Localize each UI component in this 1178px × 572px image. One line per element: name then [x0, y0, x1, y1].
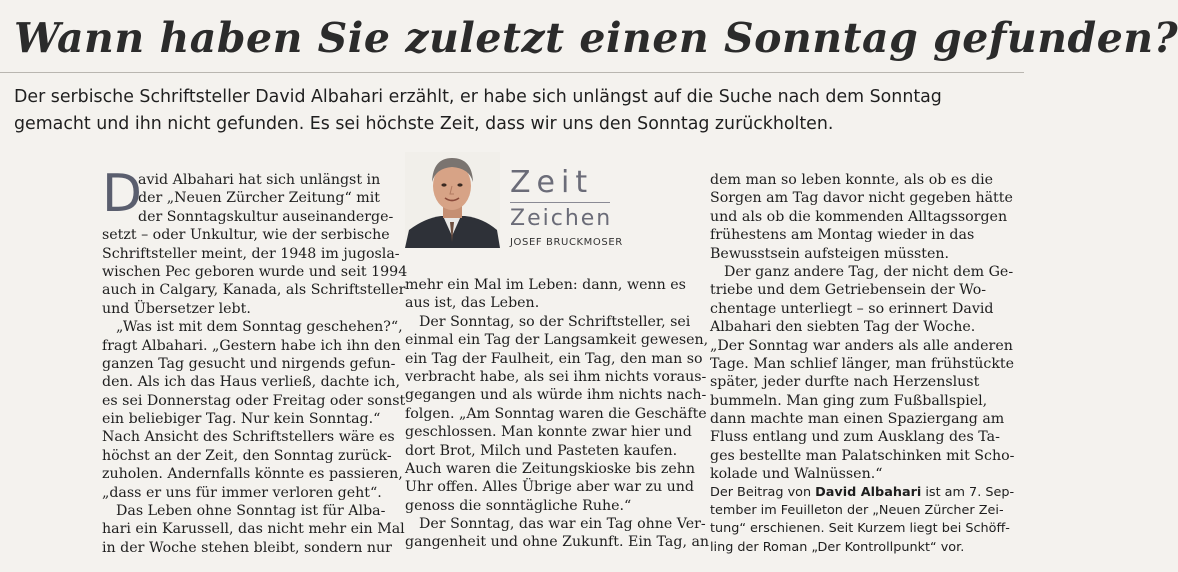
text-line: triebe und dem Getriebensein der Wo-: [710, 282, 987, 299]
text-line: Der Sonntag, das war ein Tag ohne Ver-: [419, 516, 706, 533]
text-line: es sei Donnerstag oder Freitag oder sonst: [102, 392, 406, 409]
note-text: Der Beitrag von: [710, 484, 816, 500]
text-line: „Was ist mit dem Sonntag geschehen?“,: [116, 319, 403, 336]
text-line: hari ein Karussell, das nicht mehr ein Mal: [102, 521, 405, 538]
text-line: Auch waren die Zeitungskioske bis zehn: [405, 460, 696, 477]
drop-cap: D: [102, 164, 143, 224]
text-line: den. Als ich das Haus verließ, dachte ich,: [102, 374, 400, 391]
source-note-line: tung“ erschienen. Seit Kurzem liegt bei Schöff-: [710, 521, 1010, 537]
text-line: Uhr offen. Alles Übrige aber war zu und: [405, 479, 695, 496]
text-line: wischen Pec geboren wurde und seit 1994: [102, 263, 408, 280]
text-line: ein beliebiger Tag. Nur kein Sonntag.“: [102, 411, 381, 428]
source-note-line: [710, 484, 1015, 502]
text-line: avid Albahari hat sich unlängst in: [138, 172, 381, 188]
text-line: Tage. Man schlief länger, man frühstückte: [710, 355, 1015, 372]
text-line: Das Leben ohne Sonntag ist für Alba-: [116, 503, 386, 520]
lead-paragraph: [14, 84, 1014, 138]
text-line: chentage unterliegt – so erinnert David: [710, 300, 994, 317]
text-column-1: [102, 171, 408, 557]
text-line: bummeln. Man ging zum Fußballspiel,: [710, 392, 988, 409]
text-line: verbracht habe, als sei ihm nichts voraus-: [405, 368, 707, 385]
text-line: geschlossen. Man konnte zwar hier und: [405, 424, 692, 441]
text-line: Der Sonntag, so der Schriftsteller, sei: [419, 313, 691, 330]
text-line: dort Brot, Milch und Pasteten kaufen.: [405, 442, 678, 459]
text-line: gangenheit und ohne Zukunft. Ein Tag, an: [405, 534, 710, 551]
text-line: fragt Albahari. „Gestern habe ich ihn den: [102, 337, 401, 354]
text-line: dem man so leben konnte, als ob es die: [710, 172, 994, 188]
text-line: in der Woche stehen bleibt, sondern nur: [102, 539, 392, 556]
text-line: der „Neuen Zürcher Zeitung“ mit: [138, 190, 380, 207]
lead-line: gemacht und ihn nicht gefunden. Es sei höchste Zeit, dass wir uns den Sonntag zurückholten.: [14, 114, 834, 134]
source-note-line: ling der Roman „Der Kontrollpunkt“ vor.: [710, 539, 965, 555]
text-line: Nach Ansicht des Schriftstellers wäre es: [102, 429, 395, 446]
text-line: aus ist, das Leben.: [405, 295, 540, 312]
text-line: folgen. „Am Sonntag waren die Geschäfte: [405, 405, 707, 422]
headline: Wann haben Sie zuletzt einen Sonntag gefunden?: [14, 14, 1178, 62]
headline-divider: [0, 72, 1024, 73]
text-line: dann machte man einen Spaziergang am: [710, 411, 1005, 428]
note-author-name: David Albahari: [815, 484, 922, 500]
text-line: der Sonntagskultur auseinanderge-: [138, 208, 394, 225]
text-line: einmal ein Tag der Langsamkeit gewesen,: [405, 332, 709, 349]
text-line: genoss die sonntägliche Ruhe.“: [405, 497, 632, 514]
source-note-line: tember im Feuilleton der „Neuen Zürcher Zei-: [710, 503, 1004, 519]
text-line: später, jeder durfte nach Herzenslust: [710, 374, 980, 391]
portrait-photo: [405, 152, 500, 248]
author-byline: JOSEF BRUCKMOSER: [510, 237, 623, 248]
text-line: „dass er uns für immer verloren geht“.: [102, 484, 382, 501]
text-line: Bewusstsein aufsteigen müssten.: [710, 245, 950, 262]
column-subtitle: Zeichen: [510, 206, 613, 231]
text-line: Albahari den siebten Tag der Woche.: [710, 319, 976, 336]
lead-line: Der serbische Schriftsteller David Albahari erzählt, er habe sich unlängst auf die Suche nach dem Sonntag: [14, 87, 942, 107]
text-line: höchst an der Zeit, den Sonntag zurück-: [102, 447, 392, 464]
text-line: kolade und Walnüssen.“: [710, 466, 883, 483]
text-line: setzt – oder Unkultur, wie der serbische: [102, 227, 390, 244]
column-title: Zeit: [510, 165, 594, 200]
text-line: auch in Calgary, Kanada, als Schriftsteller: [102, 282, 406, 299]
text-line: zuholen. Andernfalls könnte es passieren,: [102, 466, 403, 483]
text-line: „Der Sonntag war anders als alle anderen: [710, 337, 1013, 354]
author-portrait: [405, 152, 500, 248]
text-line: Der ganz andere Tag, der nicht dem Ge-: [724, 263, 1014, 280]
text-line: und als ob die kommenden Alltagssorgen: [710, 208, 1008, 225]
text-line: mehr ein Mal im Leben: dann, wenn es: [405, 277, 686, 293]
text-line: Sorgen am Tag davor nicht gegeben hätte: [710, 190, 1013, 207]
text-line: frühestens am Montag wieder in das: [710, 227, 975, 244]
column-title-divider: [510, 202, 610, 203]
text-column-2: [405, 276, 710, 552]
note-text: ist am 7. Sep-: [921, 484, 1015, 500]
text-line: ein Tag der Faulheit, ein Tag, den man so: [405, 350, 703, 367]
text-line: und Übersetzer lebt.: [102, 300, 251, 317]
text-line: Fluss entlang und zum Ausklang des Ta-: [710, 429, 1000, 446]
text-column-3: [710, 171, 1015, 557]
text-line: ganzen Tag gesucht und nirgends gefun-: [102, 355, 396, 372]
text-line: Schriftsteller meint, der 1948 im jugosla-: [102, 245, 400, 262]
text-line: ges bestellte man Palatschinken mit Scho-: [710, 447, 1015, 464]
text-line: gegangen und als würde ihm nichts nach-: [405, 387, 707, 404]
